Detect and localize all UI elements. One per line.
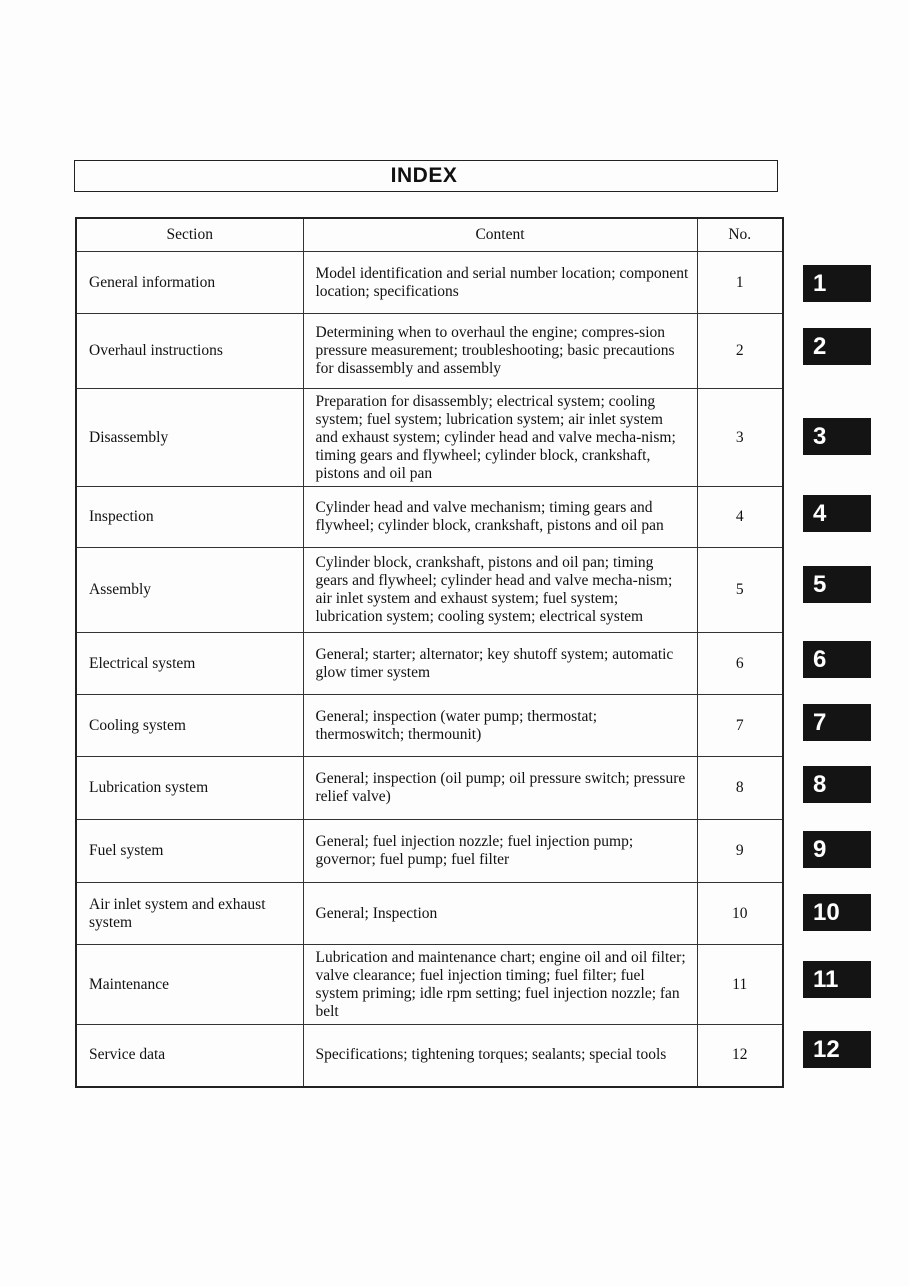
- row-content: General; inspection (oil pump; oil pressure switch; pressure relief valve): [303, 757, 697, 820]
- row-section: Fuel system: [76, 820, 303, 883]
- section-tab-6[interactable]: 6: [803, 641, 871, 678]
- table-row: [76, 487, 783, 548]
- table-row: [76, 757, 783, 820]
- index-table: [75, 217, 784, 1088]
- row-section: Service data: [76, 1025, 303, 1087]
- section-tab-10[interactable]: 10: [803, 894, 871, 931]
- table-row: [76, 1025, 783, 1087]
- table-row: [76, 633, 783, 695]
- row-number: 8: [697, 757, 783, 820]
- row-number: 3: [697, 389, 783, 487]
- table-row: [76, 820, 783, 883]
- row-section: Cooling system: [76, 695, 303, 757]
- header-section: Section: [76, 218, 303, 252]
- row-content: General; Inspection: [303, 883, 697, 945]
- row-number: 1: [697, 252, 783, 314]
- table-row: [76, 252, 783, 314]
- row-section: General information: [76, 252, 303, 314]
- row-section: Electrical system: [76, 633, 303, 695]
- header-content: Content: [303, 218, 697, 252]
- row-number: 9: [697, 820, 783, 883]
- row-section: Inspection: [76, 487, 303, 548]
- section-tab-7[interactable]: 7: [803, 704, 871, 741]
- table-row: [76, 883, 783, 945]
- table-row: [76, 695, 783, 757]
- table-row: [76, 389, 783, 487]
- row-content: Model identification and serial number location; component location; specifications: [303, 252, 697, 314]
- section-tab-2[interactable]: 2: [803, 328, 871, 365]
- row-content: General; starter; alternator; key shutoff system; automatic glow timer system: [303, 633, 697, 695]
- table-row: [76, 314, 783, 389]
- row-content: Determining when to overhaul the engine; compres-sion pressure measurement; troubleshooting; basic precautions for disassembly and assembly: [303, 314, 697, 389]
- row-content: Specifications; tightening torques; sealants; special tools: [303, 1025, 697, 1087]
- row-number: 5: [697, 548, 783, 633]
- page-title: INDEX: [390, 164, 458, 187]
- row-content: Cylinder block, crankshaft, pistons and oil pan; timing gears and flywheel; cylinder head and valve mecha-nism; air inlet system and exhaust system; fuel system; lubrication system; cooling system; electrical system: [303, 548, 697, 633]
- header-no: No.: [697, 218, 783, 252]
- section-tab-1[interactable]: 1: [803, 265, 871, 302]
- row-number: 10: [697, 883, 783, 945]
- section-tab-8[interactable]: 8: [803, 766, 871, 803]
- row-section: Lubrication system: [76, 757, 303, 820]
- row-section: Maintenance: [76, 945, 303, 1025]
- row-content: Cylinder head and valve mechanism; timing gears and flywheel; cylinder block, crankshaft, pistons and oil pan: [303, 487, 697, 548]
- row-section: Assembly: [76, 548, 303, 633]
- table-row: [76, 945, 783, 1025]
- section-tab-4[interactable]: 4: [803, 495, 871, 532]
- row-number: 12: [697, 1025, 783, 1087]
- row-content: General; inspection (water pump; thermostat; thermoswitch; thermounit): [303, 695, 697, 757]
- row-content: General; fuel injection nozzle; fuel injection pump; governor; fuel pump; fuel filter: [303, 820, 697, 883]
- row-number: 7: [697, 695, 783, 757]
- table-row: [76, 548, 783, 633]
- section-tab-12[interactable]: 12: [803, 1031, 871, 1068]
- row-number: 4: [697, 487, 783, 548]
- row-content: Lubrication and maintenance chart; engine oil and oil filter; valve clearance; fuel injection timing; fuel filter; fuel system priming; idle rpm setting; fuel injection nozzle; fan belt: [303, 945, 697, 1025]
- row-number: 2: [697, 314, 783, 389]
- row-number: 6: [697, 633, 783, 695]
- section-tab-9[interactable]: 9: [803, 831, 871, 868]
- row-section: Air inlet system and exhaust system: [76, 883, 303, 945]
- section-tab-3[interactable]: 3: [803, 418, 871, 455]
- row-number: 11: [697, 945, 783, 1025]
- row-content: Preparation for disassembly; electrical system; cooling system; fuel system; lubrication system; air inlet system and exhaust system; cylinder head and valve mecha-nism; timing gears and flywheel; cylinder block, crankshaft, pistons and oil pan: [303, 389, 697, 487]
- table-header-row: [76, 218, 783, 252]
- section-tab-11[interactable]: 11: [803, 961, 871, 998]
- row-section: Disassembly: [76, 389, 303, 487]
- index-title-box: [74, 160, 778, 192]
- row-section: Overhaul instructions: [76, 314, 303, 389]
- section-tab-5[interactable]: 5: [803, 566, 871, 603]
